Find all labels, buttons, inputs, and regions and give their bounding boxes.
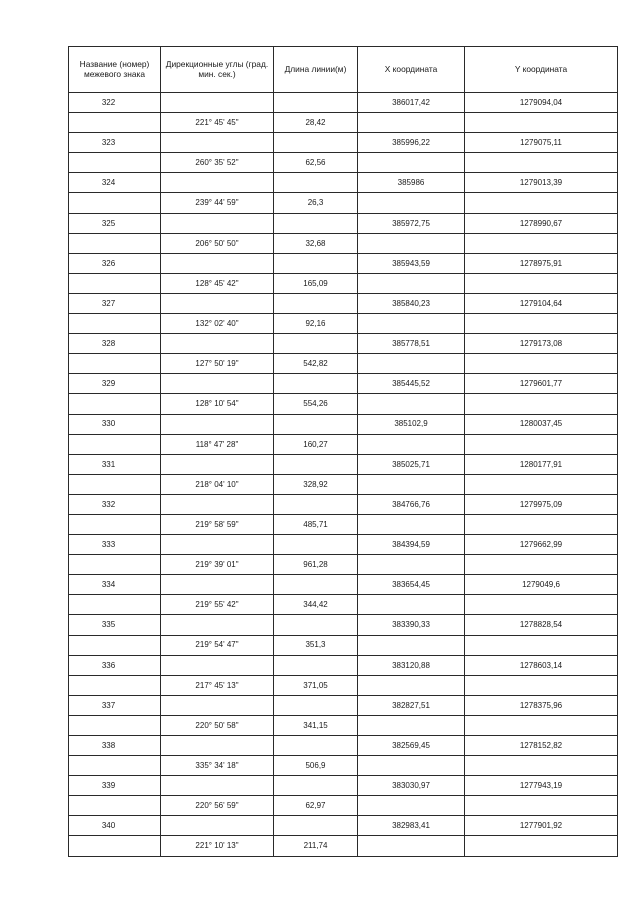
direction-angle-cell: 220° 50' 58" [161,715,274,735]
y-coordinate-cell: 1279013,39 [465,173,618,193]
point-name-cell: 332 [69,494,161,514]
empty-x-cell [358,394,465,414]
header-point-name: Название (номер) межевого знака [69,47,161,93]
empty-length-cell [274,535,358,555]
point-name-cell: 323 [69,133,161,153]
direction-angle-cell: 206° 50' 50" [161,233,274,253]
point-row [69,374,618,394]
empty-name-cell [69,836,161,856]
segment-row [69,756,618,776]
empty-angle-cell [161,575,274,595]
point-name-cell: 333 [69,535,161,555]
point-row [69,776,618,796]
x-coordinate-cell: 382983,41 [358,816,465,836]
line-length-cell: 351,3 [274,635,358,655]
direction-angle-cell: 220° 56' 59" [161,796,274,816]
empty-length-cell [274,213,358,233]
point-row [69,93,618,113]
direction-angle-cell: 128° 45' 42" [161,273,274,293]
line-length-cell: 344,42 [274,595,358,615]
x-coordinate-cell: 383030,97 [358,776,465,796]
empty-y-cell [465,595,618,615]
segment-row [69,273,618,293]
empty-y-cell [465,193,618,213]
segment-row [69,153,618,173]
empty-length-cell [274,736,358,756]
empty-length-cell [274,575,358,595]
direction-angle-cell: 132° 02' 40" [161,314,274,334]
point-row [69,655,618,675]
point-row [69,133,618,153]
point-row [69,454,618,474]
table-header-row [69,47,618,93]
y-coordinate-cell: 1278975,91 [465,253,618,273]
empty-name-cell [69,756,161,776]
y-coordinate-cell: 1277901,92 [465,816,618,836]
x-coordinate-cell: 382569,45 [358,736,465,756]
direction-angle-cell: 219° 54' 47" [161,635,274,655]
empty-y-cell [465,715,618,735]
empty-y-cell [465,474,618,494]
point-row [69,494,618,514]
empty-y-cell [465,314,618,334]
y-coordinate-cell: 1280177,91 [465,454,618,474]
empty-x-cell [358,434,465,454]
direction-angle-cell: 219° 55' 42" [161,595,274,615]
x-coordinate-cell: 385996,22 [358,133,465,153]
empty-length-cell [274,334,358,354]
empty-name-cell [69,715,161,735]
direction-angle-cell: 221° 10' 13" [161,836,274,856]
point-row [69,414,618,434]
line-length-cell: 165,09 [274,273,358,293]
empty-angle-cell [161,816,274,836]
empty-x-cell [358,675,465,695]
y-coordinate-cell: 1279094,04 [465,93,618,113]
empty-name-cell [69,233,161,253]
x-coordinate-cell: 385943,59 [358,253,465,273]
direction-angle-cell: 128° 10' 54" [161,394,274,414]
y-coordinate-cell: 1279075,11 [465,133,618,153]
empty-name-cell [69,675,161,695]
empty-y-cell [465,635,618,655]
y-coordinate-cell: 1278375,96 [465,695,618,715]
x-coordinate-cell: 385972,75 [358,213,465,233]
point-name-cell: 338 [69,736,161,756]
empty-y-cell [465,555,618,575]
point-name-cell: 328 [69,334,161,354]
point-name-cell: 329 [69,374,161,394]
point-row [69,334,618,354]
empty-x-cell [358,715,465,735]
empty-angle-cell [161,93,274,113]
line-length-cell: 542,82 [274,354,358,374]
empty-y-cell [465,434,618,454]
point-name-cell: 335 [69,615,161,635]
empty-name-cell [69,394,161,414]
line-length-cell: 211,74 [274,836,358,856]
point-row [69,535,618,555]
empty-length-cell [274,173,358,193]
empty-angle-cell [161,414,274,434]
x-coordinate-cell: 385840,23 [358,293,465,313]
x-coordinate-cell: 384766,76 [358,494,465,514]
line-length-cell: 506,9 [274,756,358,776]
empty-length-cell [274,776,358,796]
y-coordinate-cell: 1279049,6 [465,575,618,595]
point-row [69,575,618,595]
line-length-cell: 32,68 [274,233,358,253]
y-coordinate-cell: 1278828,54 [465,615,618,635]
segment-row [69,233,618,253]
header-x-coordinate: X координата [358,47,465,93]
header-direction-angle: Дирекционные углы (град. мин. сек.) [161,47,274,93]
direction-angle-cell: 260° 35' 52" [161,153,274,173]
empty-length-cell [274,816,358,836]
empty-x-cell [358,193,465,213]
direction-angle-cell: 219° 39' 01" [161,555,274,575]
x-coordinate-cell: 385445,52 [358,374,465,394]
empty-x-cell [358,756,465,776]
table-body [69,93,618,857]
segment-row [69,354,618,374]
empty-name-cell [69,314,161,334]
point-name-cell: 322 [69,93,161,113]
direction-angle-cell: 218° 04' 10" [161,474,274,494]
empty-angle-cell [161,133,274,153]
empty-angle-cell [161,736,274,756]
empty-angle-cell [161,293,274,313]
empty-angle-cell [161,173,274,193]
empty-y-cell [465,354,618,374]
empty-angle-cell [161,776,274,796]
empty-angle-cell [161,655,274,675]
empty-name-cell [69,474,161,494]
y-coordinate-cell: 1277943,19 [465,776,618,796]
empty-angle-cell [161,494,274,514]
empty-name-cell [69,153,161,173]
empty-name-cell [69,273,161,293]
direction-angle-cell: 221° 45' 45" [161,113,274,133]
point-name-cell: 325 [69,213,161,233]
point-name-cell: 331 [69,454,161,474]
point-row [69,695,618,715]
point-row [69,816,618,836]
empty-x-cell [358,555,465,575]
empty-name-cell [69,595,161,615]
boundary-coordinates-table [68,46,618,857]
point-name-cell: 340 [69,816,161,836]
empty-y-cell [465,113,618,133]
line-length-cell: 92,16 [274,314,358,334]
empty-name-cell [69,434,161,454]
direction-angle-cell: 118° 47' 28" [161,434,274,454]
empty-name-cell [69,555,161,575]
empty-x-cell [358,514,465,534]
empty-length-cell [274,454,358,474]
segment-row [69,836,618,856]
empty-name-cell [69,514,161,534]
point-name-cell: 336 [69,655,161,675]
line-length-cell: 160,27 [274,434,358,454]
empty-angle-cell [161,535,274,555]
empty-length-cell [274,494,358,514]
segment-row [69,193,618,213]
line-length-cell: 62,97 [274,796,358,816]
empty-angle-cell [161,213,274,233]
x-coordinate-cell: 385025,71 [358,454,465,474]
empty-y-cell [465,756,618,776]
segment-row [69,555,618,575]
empty-y-cell [465,796,618,816]
empty-x-cell [358,354,465,374]
segment-row [69,595,618,615]
empty-name-cell [69,796,161,816]
x-coordinate-cell: 385102,9 [358,414,465,434]
direction-angle-cell: 335° 34' 18" [161,756,274,776]
empty-name-cell [69,113,161,133]
segment-row [69,514,618,534]
empty-y-cell [465,394,618,414]
line-length-cell: 28,42 [274,113,358,133]
empty-length-cell [274,655,358,675]
empty-length-cell [274,414,358,434]
empty-x-cell [358,273,465,293]
point-name-cell: 337 [69,695,161,715]
segment-row [69,314,618,334]
point-row [69,736,618,756]
segment-row [69,715,618,735]
line-length-cell: 371,05 [274,675,358,695]
empty-angle-cell [161,334,274,354]
point-name-cell: 327 [69,293,161,313]
y-coordinate-cell: 1278603,14 [465,655,618,675]
empty-x-cell [358,836,465,856]
point-name-cell: 334 [69,575,161,595]
point-row [69,173,618,193]
empty-name-cell [69,635,161,655]
empty-length-cell [274,293,358,313]
segment-row [69,796,618,816]
empty-y-cell [465,153,618,173]
segment-row [69,394,618,414]
segment-row [69,474,618,494]
empty-angle-cell [161,374,274,394]
empty-length-cell [274,615,358,635]
empty-length-cell [274,133,358,153]
line-length-cell: 554,26 [274,394,358,414]
header-line-length: Длина линии(м) [274,47,358,93]
empty-y-cell [465,514,618,534]
segment-row [69,434,618,454]
y-coordinate-cell: 1279104,64 [465,293,618,313]
empty-y-cell [465,273,618,293]
empty-angle-cell [161,253,274,273]
direction-angle-cell: 217° 45' 13" [161,675,274,695]
point-row [69,293,618,313]
empty-angle-cell [161,615,274,635]
empty-y-cell [465,675,618,695]
direction-angle-cell: 219° 58' 59" [161,514,274,534]
empty-length-cell [274,374,358,394]
x-coordinate-cell: 383120,88 [358,655,465,675]
empty-x-cell [358,113,465,133]
point-name-cell: 339 [69,776,161,796]
y-coordinate-cell: 1279662,99 [465,535,618,555]
segment-row [69,635,618,655]
empty-x-cell [358,635,465,655]
y-coordinate-cell: 1278152,82 [465,736,618,756]
y-coordinate-cell: 1278990,67 [465,213,618,233]
point-name-cell: 324 [69,173,161,193]
empty-length-cell [274,695,358,715]
empty-x-cell [358,233,465,253]
empty-y-cell [465,836,618,856]
point-name-cell: 326 [69,253,161,273]
header-y-coordinate: Y координата [465,47,618,93]
y-coordinate-cell: 1279173,08 [465,334,618,354]
x-coordinate-cell: 383654,45 [358,575,465,595]
point-row [69,213,618,233]
direction-angle-cell: 239° 44' 59" [161,193,274,213]
segment-row [69,675,618,695]
y-coordinate-cell: 1279975,09 [465,494,618,514]
empty-x-cell [358,153,465,173]
line-length-cell: 62,56 [274,153,358,173]
empty-x-cell [358,474,465,494]
point-row [69,615,618,635]
x-coordinate-cell: 384394,59 [358,535,465,555]
empty-x-cell [358,595,465,615]
empty-y-cell [465,233,618,253]
empty-angle-cell [161,454,274,474]
empty-length-cell [274,93,358,113]
segment-row [69,113,618,133]
line-length-cell: 961,28 [274,555,358,575]
x-coordinate-cell: 385986 [358,173,465,193]
y-coordinate-cell: 1280037,45 [465,414,618,434]
y-coordinate-cell: 1279601,77 [465,374,618,394]
empty-angle-cell [161,695,274,715]
line-length-cell: 26,3 [274,193,358,213]
empty-x-cell [358,796,465,816]
line-length-cell: 341,15 [274,715,358,735]
x-coordinate-cell: 386017,42 [358,93,465,113]
point-name-cell: 330 [69,414,161,434]
x-coordinate-cell: 382827,51 [358,695,465,715]
line-length-cell: 485,71 [274,514,358,534]
empty-name-cell [69,193,161,213]
empty-x-cell [358,314,465,334]
line-length-cell: 328,92 [274,474,358,494]
empty-length-cell [274,253,358,273]
empty-name-cell [69,354,161,374]
x-coordinate-cell: 385778,51 [358,334,465,354]
x-coordinate-cell: 383390,33 [358,615,465,635]
point-row [69,253,618,273]
direction-angle-cell: 127° 50' 19" [161,354,274,374]
